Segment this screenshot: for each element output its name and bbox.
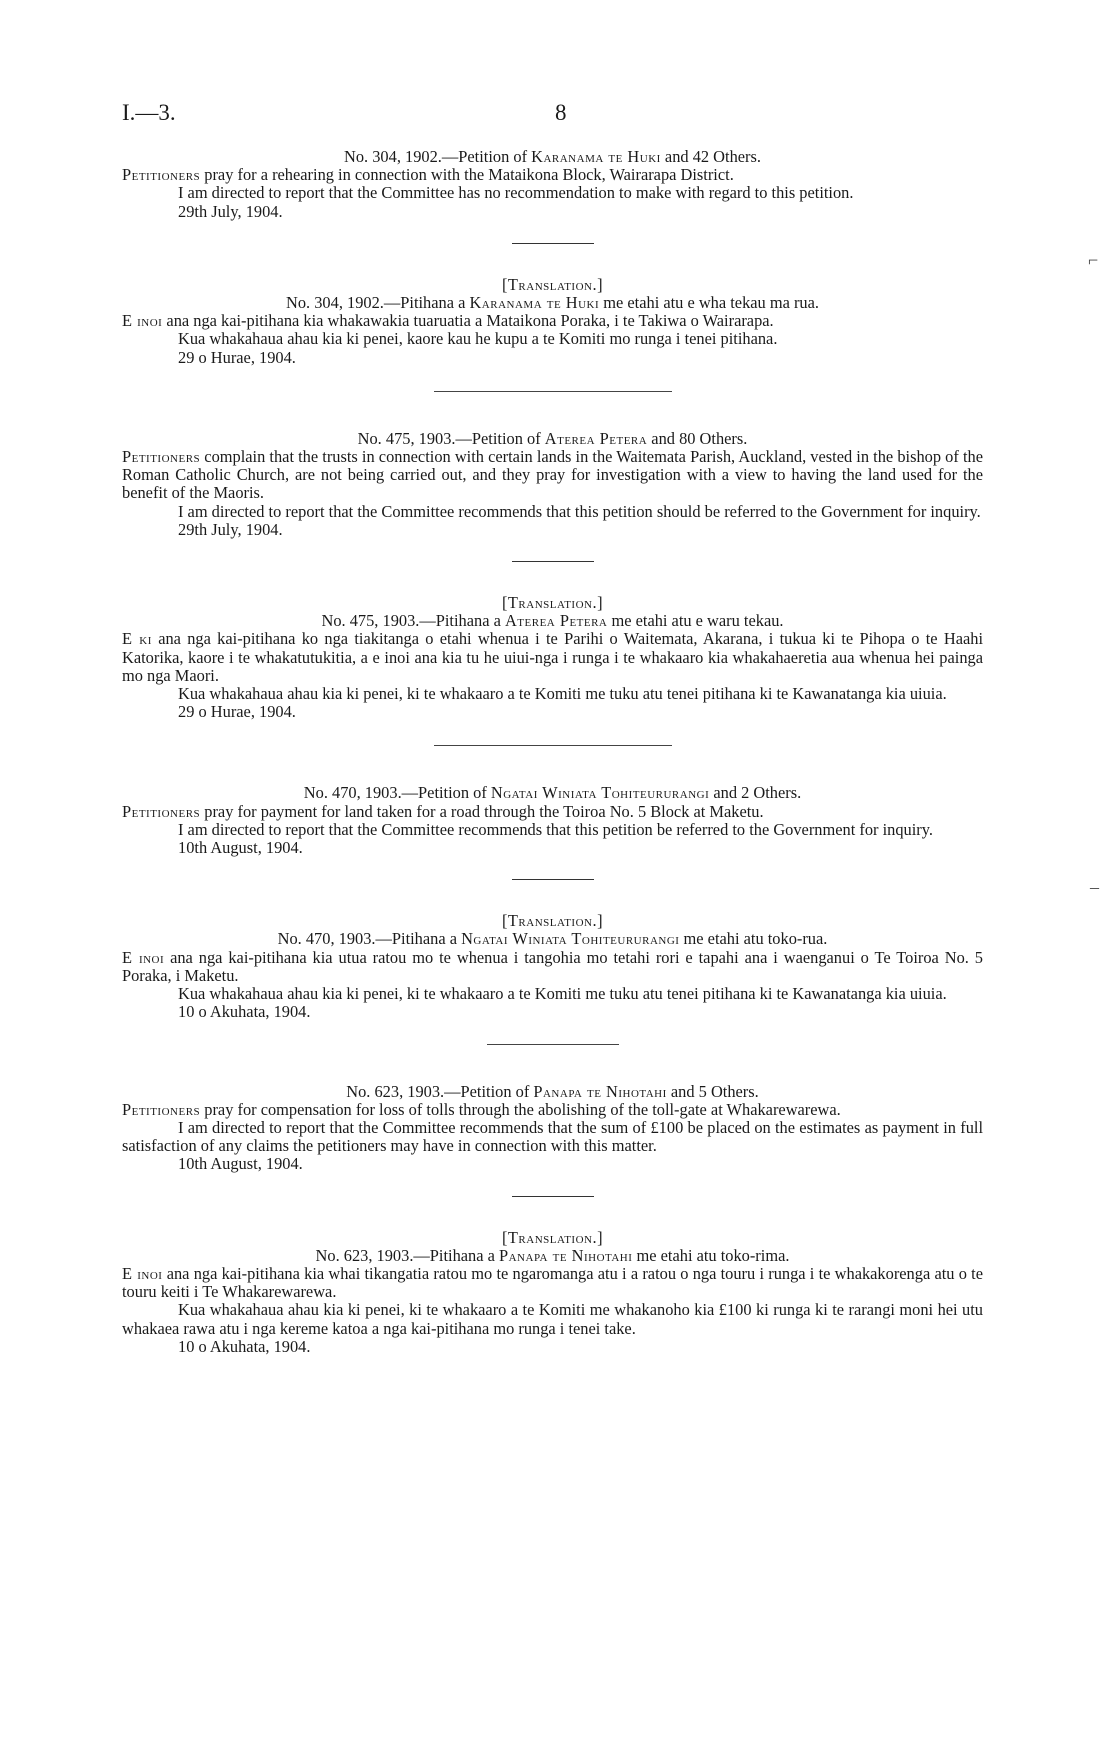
translation-report: Kua whakahaua ahau kia ki penei, ki te whakaaro a te Komiti me tuku atu tenei pitihana ki te Kawanatanga kia uiuia. [178,984,947,1004]
petition-title: No. 304, 1902.—Petition of Karanama te Huki and 42 Others. [344,147,761,166]
entry-divider [434,745,672,746]
translation-date: 10 o Akuhata, 1904. [178,1002,311,1022]
petition-prayer: Petitioners pray for payment for land taken for a road through the Toiroa No. 5 Block at Maketu. [122,801,764,821]
translation-title: No. 475, 1903.—Pitihana a Aterea Petera me etahi atu e waru tekau. [321,611,784,631]
committee-report: I am directed to report that the Committee recommends that the sum of £100 be placed on the estimates as payment in full satisfaction of any claims the petitioners may have in connection with this matter. [122,1117,983,1156]
translation-prayer: E inoi ana nga kai-pitihana kia whai tikangatia ratou mo te ngaromanga atu i a ratou o nga touru i runga i te whakakorenga atu o te touru keiti i Te Whakarewarewa. [122,1263,983,1302]
petition-prayer: Petitioners pray for a rehearing in connection with the Mataikona Block, Wairarapa District. [122,165,734,185]
section-divider [512,1196,594,1197]
page-content [122,148,983,1356]
petition-entry [122,784,983,1021]
petition-entry [122,148,983,367]
section-divider [512,879,594,880]
report-date: 29th July, 1904. [178,519,283,539]
translation-heading: [Translation.] [501,911,604,931]
translation-report: Kua whakahaua ahau kia ki penei, ki te whakaaro a te Komiti me tuku atu tenei pitihana ki te Kawanatanga kia uiuia. [178,684,947,704]
translation-title: No. 623, 1903.—Pitihana a Panapa te Nihotahi me etahi atu toko-rima. [315,1245,790,1265]
petition-title: No. 623, 1903.—Petition of Panapa te Nihotahi and 5 Others. [346,1081,759,1101]
translation-heading: [Translation.] [501,593,604,613]
page-number: 8 [555,100,567,125]
petition-entry [122,430,983,722]
entry-divider [487,1044,619,1045]
petition-entry [122,1083,983,1356]
petition-title: No. 470, 1903.—Petition of Ngatai Winiata Tohiteururangi and 2 Others. [303,783,802,803]
report-date: 29th July, 1904. [178,201,283,221]
section-divider [512,561,594,562]
section-divider [512,243,594,244]
margin-mark: ⌐ [1088,250,1099,270]
committee-report: I am directed to report that the Committee recommends that this petition should be referred to the Government for inquiry. [178,501,981,521]
translation-title: No. 470, 1903.—Pitihana a Ngatai Winiata Tohiteururangi me etahi atu toko-rua. [277,929,828,949]
translation-date: 29 o Hurae, 1904. [178,702,296,722]
committee-report: I am directed to report that the Committee has no recommendation to make with regard to this petition. [178,183,854,203]
committee-report: I am directed to report that the Committee recommends that this petition be referred to the Government for inquiry. [178,819,933,839]
page-header [122,100,992,130]
petition-prayer: Petitioners pray for compensation for loss of tolls through the abolishing of the toll-gate at Whakarewarewa. [122,1099,841,1119]
translation-prayer: E inoi ana nga kai-pitihana kia whakawakia tuaruatia a Mataikona Poraka, i te Takiwa o Wairarapa. [122,311,774,331]
translation-heading: [Translation.] [501,274,604,294]
report-date: 10th August, 1904. [178,838,303,858]
translation-report: Kua whakahaua ahau kia ki penei, kaore kau he kupu a te Komiti mo runga i tenei pitihana. [178,329,778,349]
translation-title: No. 304, 1902.—Pitihana a Karanama te Huki me etahi atu e wha tekau ma rua. [286,293,819,313]
report-date: 10th August, 1904. [178,1154,303,1174]
translation-date: 29 o Hurae, 1904. [178,347,296,367]
translation-report: Kua whakahaua ahau kia ki penei, ki te whakaaro a te Komiti me whakanoho kia £100 ki runga ki te rarangi moni hei utu whakaea rawa atu i nga kereme katoa a nga kai-pitihana mo runga i tenei take. [122,1300,983,1338]
petition-prayer: Petitioners complain that the trusts in connection with certain lands in the Waitemata Parish, Auckland, vested in the bishop of the Roman Catholic Church, are not being carried out, and they pray for investigation with a view to having the land used for the benefit of the Maoris. [122,447,983,503]
translation-date: 10 o Akuhata, 1904. [178,1336,311,1356]
margin-mark: – [1090,877,1099,897]
document-reference: I.—3. [122,100,176,125]
translation-prayer: E ki ana nga kai-pitihana ko nga tiakitanga o etahi whenua i te Parihi o Waitemata, Akarana, i tukua ki te Pihopa o te Haahi Katorika, kaore i te whakatutukitia, a e inoi ana kia tu he uiui-nga i runga i te whakaaro kia whakahaeretia aua whenua hei painga mo nga Maori. [122,629,983,685]
entry-divider [434,391,672,392]
translation-heading: [Translation.] [501,1227,604,1247]
petition-title: No. 475, 1903.—Petition of Aterea Petera and 80 Others. [357,428,748,448]
translation-prayer: E inoi ana nga kai-pitihana kia utua ratou mo te whenua i tangohia mo tetahi rori e tapahi ana i waenganui o Te Toiroa No. 5 Poraka, i Maketu. [122,947,983,985]
